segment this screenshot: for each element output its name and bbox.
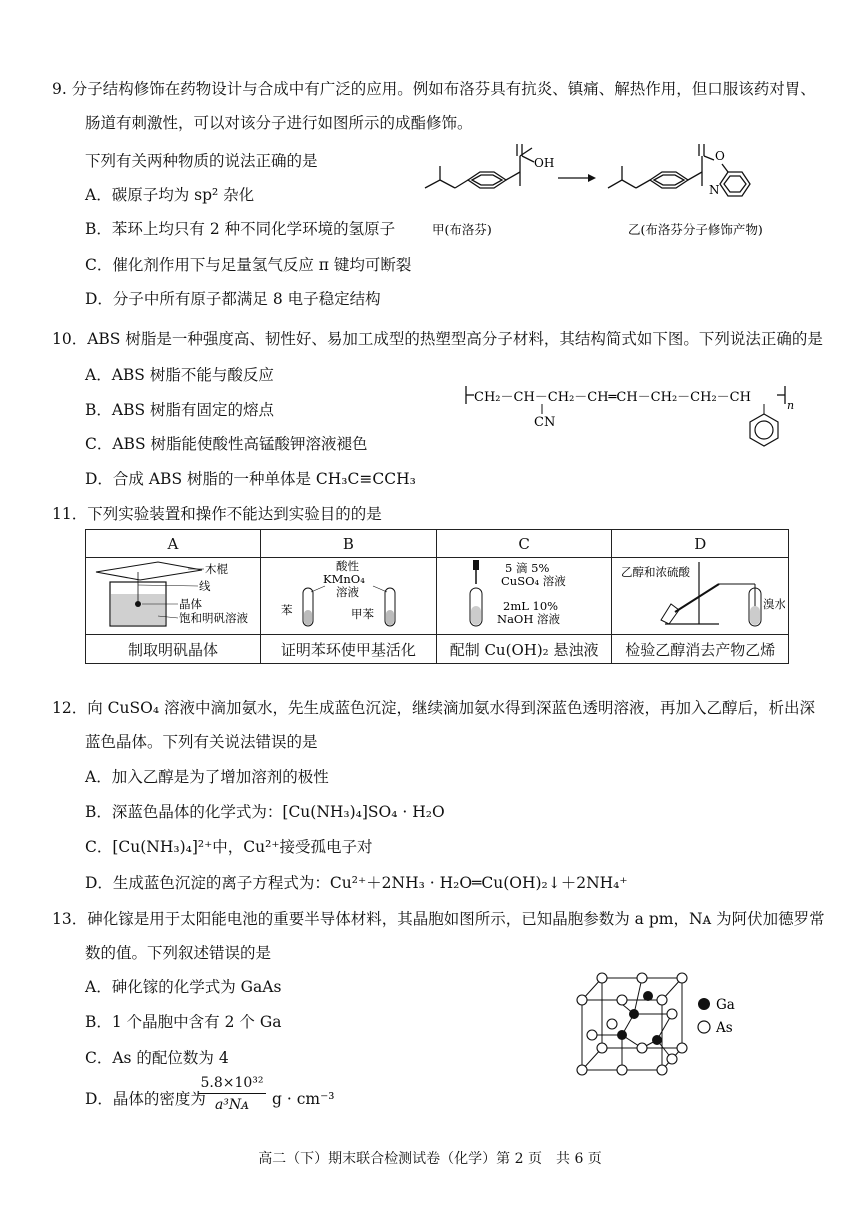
gaas-unit-cell-diagram <box>562 958 762 1076</box>
label-kmno4: KMnO₄ <box>323 572 366 586</box>
cyano-group: CN <box>534 415 556 430</box>
q10-stem: 10．ABS 树脂是一种强度高、韧性好、易加工成型的热塑型高分子材料，其结构简式如下图。下列说法正确的是 <box>52 330 823 348</box>
q13-stem-line2: 数的值。下列叙述错误的是 <box>85 944 272 962</box>
table-header-a: A <box>86 530 261 558</box>
q13-option-d-prefix: D．晶体的密度为 <box>85 1090 206 1108</box>
q10-option-d: D．合成 ABS 树脂的一种单体是 CH₃C≡CCH₃ <box>85 470 416 488</box>
table-header-d: D <box>612 530 789 558</box>
q9-stem-line2: 肠道有刺激性，可以对该分子进行如图所示的成酯修饰。 <box>85 114 473 132</box>
experiment-table <box>85 529 789 664</box>
caption-b: 证明苯环使甲基活化 <box>260 635 436 664</box>
q9-option-d: D．分子中所有原子都满足 8 电子稳定结构 <box>85 290 381 308</box>
density-denominator: a³Nᴀ <box>214 1097 250 1113</box>
table-header-b: B <box>260 530 436 558</box>
label-solution: 溶液 <box>336 585 360 599</box>
repeat-n: n <box>787 399 795 412</box>
label-benzene: 苯 <box>281 603 293 617</box>
q9-option-b: B．苯环上均只有 2 种不同化学环境的氢原子 <box>85 220 396 238</box>
legend-as: As <box>716 1020 733 1036</box>
q10-option-c: C．ABS 树脂能使酸性高锰酸钾溶液褪色 <box>85 435 368 453</box>
apparatus-d-cell <box>612 558 789 635</box>
label-acidic: 酸性 <box>336 559 360 573</box>
page-footer: 高二（下）期末联合检测试卷（化学）第 2 页 共 6 页 <box>258 1151 602 1167</box>
label-thread: 线 <box>198 579 211 593</box>
caption-d: 检验乙醇消去产物乙烯 <box>612 635 789 664</box>
abs-formula: CH₂－CH－CH₂－CH═CH－CH₂－CH₂－CH <box>474 390 751 405</box>
pyridine-nitrogen-label: N <box>709 183 720 197</box>
benzene-ring-icon <box>750 414 778 446</box>
label-naoh: NaOH 溶液 <box>497 612 561 626</box>
q13-stem-line1: 13．砷化镓是用于太阳能电池的重要半导体材料，其晶胞如图所示，已知晶胞参数为 a pm，Nᴀ 为阿伏加德罗常 <box>52 910 825 928</box>
q12-option-d: D．生成蓝色沉淀的离子方程式为：Cu²⁺＋2NH₃ · H₂O═Cu(OH)₂↓＋2NH₄⁺ <box>85 874 628 892</box>
q12-option-a: A．加入乙醇是为了增加溶剂的极性 <box>85 768 329 786</box>
label-wooden-stick: 木棍 <box>204 562 228 576</box>
apparatus-b-cell <box>260 558 436 635</box>
ga-legend-icon <box>698 998 710 1010</box>
q12-stem-line1: 12．向 CuSO₄ 溶液中滴加氨水，先生成蓝色沉淀，继续滴加氨水得到深蓝色透明溶液，再加入乙醇后，析出深 <box>52 699 815 717</box>
hydroxyl-label: OH <box>534 156 555 170</box>
label-ethanol-sulfuric: 乙醇和浓硫酸 <box>621 565 691 579</box>
q12-option-c: C．[Cu(NH₃)₄]²⁺中，Cu²⁺接受孤电子对 <box>85 838 373 856</box>
alum-crystal-apparatus <box>88 558 258 630</box>
q9-option-a: A．碳原子均为 sp² 杂化 <box>85 186 255 204</box>
q12-stem-line2: 蓝色晶体。下列有关说法错误的是 <box>85 733 318 751</box>
label-bromine-water: 溴水 <box>763 597 786 611</box>
label-cuso4: CuSO₄ 溶液 <box>501 574 566 588</box>
apparatus-c-cell <box>436 558 612 635</box>
q9-prompt: 下列有关两种物质的说法正确的是 <box>85 152 318 170</box>
ester-oxygen-label: O <box>715 149 725 163</box>
ibuprofen-esterification-diagram <box>410 138 800 243</box>
label-crystal: 晶体 <box>178 597 202 611</box>
caption-a: 制取明矾晶体 <box>86 635 261 664</box>
q13-option-c: C．As 的配位数为 4 <box>85 1049 229 1067</box>
caption-c: 配制 Cu(OH)₂ 悬浊液 <box>436 635 612 664</box>
density-unit: g · cm⁻³ <box>272 1090 335 1108</box>
q13-option-b: B．1 个晶胞中含有 2 个 Ga <box>85 1013 282 1031</box>
q11-stem: 11．下列实验装置和操作不能达到实验目的的是 <box>52 505 382 523</box>
abs-resin-structure <box>462 382 807 462</box>
density-numerator: 5.8×10³² <box>198 1074 266 1094</box>
label-toluene: 甲苯 <box>351 607 375 621</box>
compound-yi-label: 乙(布洛芬分子修饰产物) <box>628 222 763 237</box>
q12-option-b: B．深蓝色晶体的化学式为：[Cu(NH₃)₄]SO₄ · H₂O <box>85 803 445 821</box>
compound-jia-label: 甲(布洛芬) <box>432 222 492 237</box>
ethanol-elimination-apparatus <box>615 558 785 630</box>
apparatus-a-cell <box>86 558 261 635</box>
cuoh2-preparation-apparatus <box>439 558 609 630</box>
kmno4-tubes-apparatus <box>263 558 433 630</box>
q10-option-a: A．ABS 树脂不能与酸反应 <box>85 366 274 384</box>
q10-option-b: B．ABS 树脂有固定的熔点 <box>85 401 275 419</box>
label-saturated-alum: 饱和明矾溶液 <box>178 611 248 625</box>
label-5-drops: 5 滴 5% <box>505 561 550 575</box>
legend-ga: Ga <box>716 997 735 1013</box>
table-header-c: C <box>436 530 612 558</box>
label-2ml: 2mL 10% <box>503 599 559 613</box>
q13-option-a: A．砷化镓的化学式为 GaAs <box>85 978 282 996</box>
q9-option-c: C．催化剂作用下与足量氢气反应 π 键均可断裂 <box>85 256 412 274</box>
q9-stem-line1: 9. 分子结构修饰在药物设计与合成中有广泛的应用。例如布洛芬具有抗炎、镇痛、解热作用，但口服该药对胃、 <box>52 80 816 98</box>
as-legend-icon <box>698 1021 710 1033</box>
